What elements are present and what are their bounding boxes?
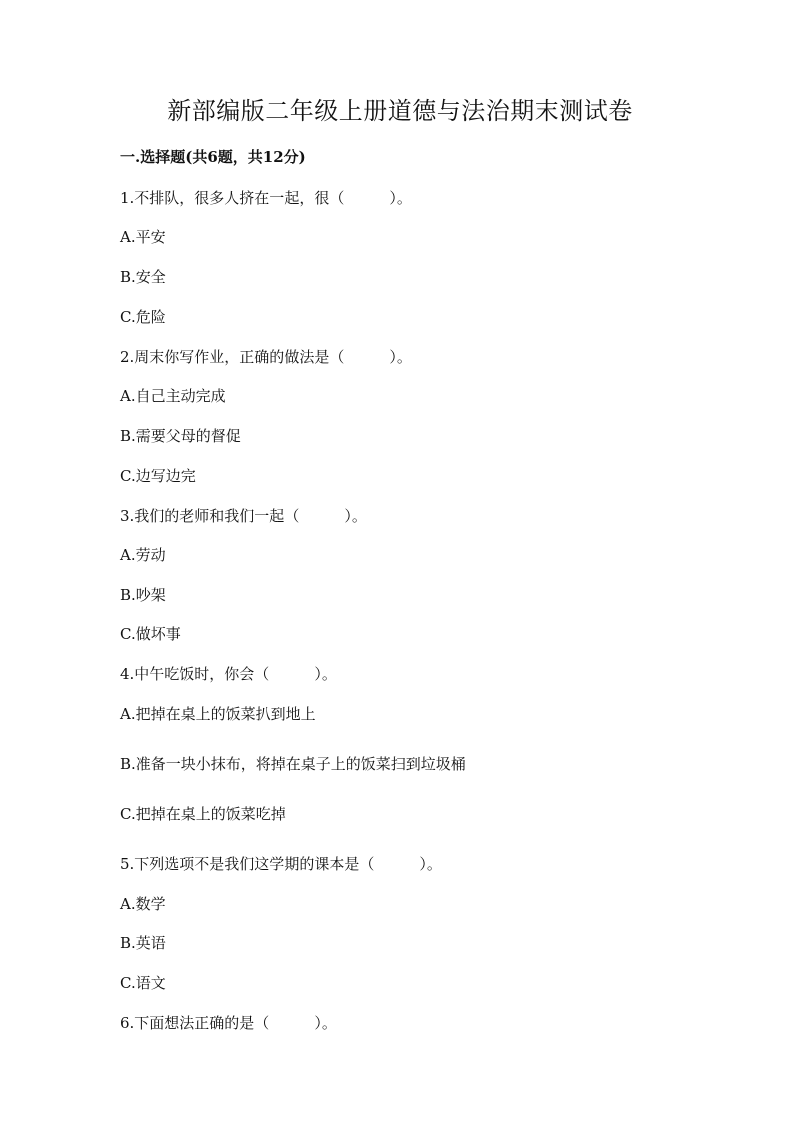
question-stem-6: 6.下面想法正确的是（ ）。 bbox=[120, 1014, 337, 1032]
section-heading: 一.选择题(共6题，共12分) bbox=[120, 148, 306, 166]
question-stem-2: 2.周末你写作业，正确的做法是（ ）。 bbox=[120, 348, 412, 366]
question-4-option-c: C.把掉在桌上的饭菜吃掉 bbox=[120, 805, 286, 823]
question-5-option-b: B.英语 bbox=[120, 934, 166, 952]
question-1-option-a: A.平安 bbox=[120, 228, 166, 246]
question-1-option-c: C.危险 bbox=[120, 308, 166, 326]
question-3-option-b: B.吵架 bbox=[120, 586, 166, 604]
question-2-option-c: C.边写边完 bbox=[120, 467, 196, 485]
page-title: 新部编版二年级上册道德与法治期末测试卷 bbox=[167, 97, 633, 125]
question-5-option-a: A.数学 bbox=[120, 895, 166, 913]
question-3-option-a: A.劳动 bbox=[120, 546, 166, 564]
question-stem-1: 1.不排队，很多人挤在一起，很（ ）。 bbox=[120, 189, 412, 207]
question-1-option-b: B.安全 bbox=[120, 268, 166, 286]
question-stem-4: 4.中午吃饭时，你会（ ）。 bbox=[120, 665, 337, 683]
question-4-option-b: B.准备一块小抹布，将掉在桌子上的饭菜扫到垃圾桶 bbox=[120, 755, 466, 773]
question-stem-3: 3.我们的老师和我们一起（ ）。 bbox=[120, 507, 367, 525]
question-5-option-c: C.语文 bbox=[120, 974, 166, 992]
question-2-option-b: B.需要父母的督促 bbox=[120, 427, 241, 445]
question-4-option-a: A.把掉在桌上的饭菜扒到地上 bbox=[120, 705, 316, 723]
question-2-option-a: A.自己主动完成 bbox=[120, 387, 226, 405]
question-3-option-c: C.做坏事 bbox=[120, 625, 181, 643]
question-stem-5: 5.下列选项不是我们这学期的课本是（ ）。 bbox=[120, 855, 442, 873]
